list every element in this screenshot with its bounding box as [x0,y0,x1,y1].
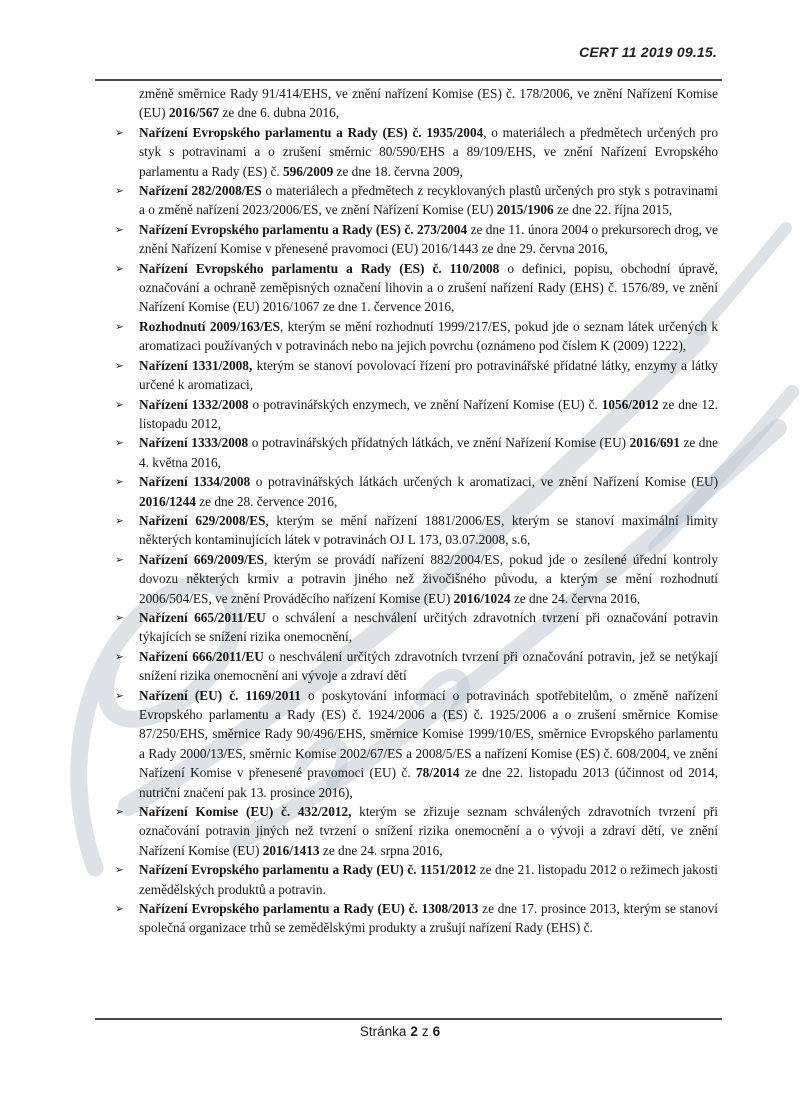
page-footer [0,1024,800,1039]
bullet-arrow-icon: ➢ [115,185,124,198]
bullet-arrow-icon: ➢ [115,359,124,372]
intro-paragraph: změně směrnice Rady 91/414/EHS, ve znění nařízení Komise (ES) č. 178/2006, ve znění Nařízení Komise (EU) 2016/567 ze dne 6. dubna 2016, [139,86,718,121]
bullet-arrow-icon: ➢ [115,611,124,624]
document-header-stamp: CERT 11 2019 09.15. [579,44,717,60]
bullet-arrow-icon: ➢ [115,476,124,489]
list-item: ➢ Nařízení Evropského parlamentu a Rady (EU) č. 1151/2012 ze dne 21. listopadu 2012 o režimech jakosti zemědělských produktů a potravin. [115,862,718,897]
regulation-list [115,123,719,938]
list-item: ➢ Nařízení Evropského parlamentu a Rady (ES) č. 110/2008 o definici, popisu, obchodní úpravě, označování a ochraně zeměpisných označení lihovin a o zrušení nařízení Rady (EHS) č. 1576/89, ve znění Nařízení Komise (EU) 2016/1067 ze dne 1. července 2016, [115,260,718,315]
list-item: ➢ Nařízení 669/2009/ES, kterým se provádí nařízení 882/2004/ES, pokud jde o zesílené úřední kontroly dovozu některých krmiv a potravin jiného než živočišného původu, a kterým se mění rozhodnutí 2006/504/ES, ve znění Prováděcího nařízení Komise (EU) 2016/1024 ze dne 24. června 2016, [115,551,718,606]
list-item: ➢ Nařízení 1332/2008 o potravinářských enzymech, ve znění Nařízení Komise (EU) č. 1056/2012 ze dne 12. listopadu 2012, [115,396,718,431]
list-item: ➢ Nařízení Evropského parlamentu a Rady (ES) č. 273/2004 ze dne 11. února 2004 o prekursorech drog, ve znění Nařízení Komise v přenesené pravomoci (EU) 2016/1443 ze dne 29. června 2016, [115,221,718,257]
bullet-arrow-icon: ➢ [115,223,124,236]
bullet-arrow-icon: ➢ [115,398,124,411]
list-item: ➢ Nařízení 1334/2008 o potravinářských látkách určených k aromatizaci, ve znění Nařízení Komise (EU) 2016/1244 ze dne 28. července 2016, [115,474,718,509]
bullet-arrow-icon: ➢ [115,650,124,663]
bullet-arrow-icon: ➢ [115,437,124,450]
bullet-arrow-icon: ➢ [115,903,124,916]
footer-total-pages: 6 [432,1024,441,1039]
list-item: ➢ Nařízení 1333/2008 o potravinářských přídatných látkách, ve znění Nařízení Komise (EU) 2016/691 ze dne 4. května 2016, [115,435,718,470]
list-item: ➢ Nařízení 629/2008/ES, kterým se mění nařízení 1881/2006/ES, kterým se stanoví maximální limity některých kontaminujících látek v potravinách OJ L 173, 03.07.2008, s.6, [115,512,718,548]
document-body [115,84,719,938]
bullet-arrow-icon: ➢ [115,806,124,819]
header-divider [95,79,722,81]
footer-separator: z [421,1024,429,1039]
list-item: ➢ Nařízení 666/2011/EU o neschválení určitých zdravotních tvrzení při označování potravin, jež se netýkají snížení rizika onemocnění ani vývoje a zdraví dětí [115,648,718,684]
footer-divider [95,1018,722,1020]
bullet-arrow-icon: ➢ [115,864,124,877]
bullet-arrow-icon: ➢ [115,262,124,275]
bullet-arrow-icon: ➢ [115,320,124,333]
footer-page-number: 2 [410,1024,418,1039]
list-item: ➢ Nařízení 1331/2008, kterým se stanoví povolovací řízení pro potravinářské přídatné látky, enzymy a látky určené k aromatizaci, [115,357,718,393]
list-item: ➢ Nařízení Komise (EU) č. 432/2012, kterým se zřizuje seznam schválených zdravotních tvrzení při označování potravin jiných než tvrzení o snížení rizika onemocnění a o vývoji a zdraví dětí, ve znění Nařízení Komise (EU) 2016/1413 ze dne 24. srpna 2016, [115,804,718,858]
list-item: ➢ Nařízení (EU) č. 1169/2011 o poskytování informací o potravinách spotřebitelům, o změně nařízení Evropského parlamentu a Rady (ES) č. 1924/2006 a (ES) č. 1925/2006 a o zrušení směrnice Komise 87/250/EHS, směrnice Rady 90/496/EHS, směrnice Komise 1999/10/ES, směrnice Evropského parlamentu a Rady 2000/13/ES, směrnic Komise 2002/67/ES a 2008/5/ES a nařízení Komise (ES) č. 608/2004, ve znění Nařízení Komise v přenesené pravomoci (EU) č. 78/2014 ze dne 22. listopadu 2013 (účinnost od 2014, nutriční značení pak 13. prosince 2016), [115,687,719,800]
footer-label: Stránka [359,1024,407,1039]
bullet-arrow-icon: ➢ [115,689,124,702]
list-item: ➢ Rozhodnutí 2009/163/ES, kterým se mění rozhodnutí 1999/217/ES, pokud jde o seznam látek určených k aromatizaci používaných v potravinách nebo na jejich povrchu (oznámeno pod číslem K (2009) 1222), [115,318,718,354]
bullet-arrow-icon: ➢ [115,126,124,139]
list-item: ➢ Nařízení 665/2011/EU o schválení a neschválení určitých zdravotních tvrzení při označování potravin týkajících se snížení rizika onemocnění, [115,609,718,645]
list-item: ➢ Nařízení Evropského parlamentu a Rady (EU) č. 1308/2013 ze dne 17. prosince 2013, kterým se stanoví společná organizace trhů se zemědělskými produkty a zrušují nařízení Rady (EHS) č. [115,901,718,936]
list-item: ➢ Nařízení 282/2008/ES o materiálech a předmětech z recyklovaných plastů určených pro styk s potravinami a o změně nařízení 2023/2006/ES, ve znění Nařízení Komise (EU) 2015/1906 ze dne 22. října 2015, [115,183,718,218]
list-item: ➢ Nařízení Evropského parlamentu a Rady (ES) č. 1935/2004, o materiálech a předmětech určených pro styk s potravinami a o zrušení směrnic 80/590/EHS a 89/109/EHS, ve znění Nařízení Evropského parlamentu a Rady (ES) č. 596/2009 ze dne 18. června 2009, [115,124,718,179]
bullet-arrow-icon: ➢ [115,553,124,566]
bullet-arrow-icon: ➢ [115,514,124,527]
